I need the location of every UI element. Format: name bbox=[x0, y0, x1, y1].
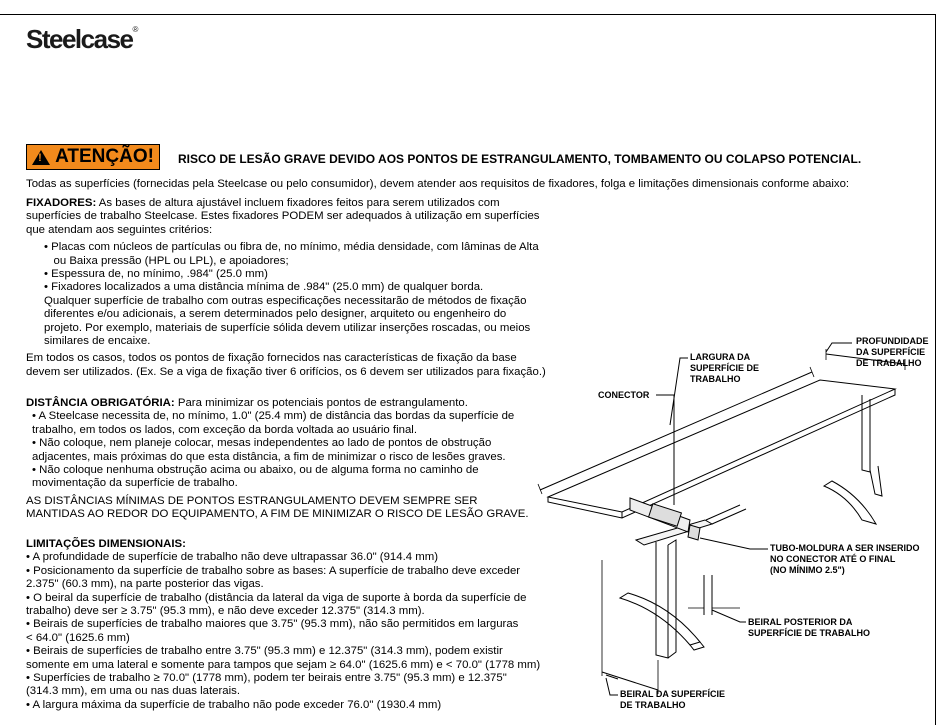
limitacoes-line: • Beirais de superfícies de trabalho entre 3.75" (95.3 mm) e 12.375" (314.3 mm), podem existir bbox=[26, 645, 503, 658]
distancia-caps: AS DISTÂNCIAS MÍNIMAS DE PONTOS ESTRANGULAMENTO DEVEM SEMPRE SER bbox=[26, 494, 478, 507]
callout-largura: LARGURA DA SUPERFÍCIE DE TRABALHO bbox=[690, 352, 760, 384]
tubo-leader bbox=[700, 538, 768, 549]
fixadores-all-cases: Em todos os casos, todos os pontos de fixação fornecidos nas características de fixação da base bbox=[26, 352, 517, 365]
fixadores-line-0: FIXADORES: As bases de altura ajustável incluem fixadores feitos para serem utilizados com bbox=[26, 197, 500, 209]
fixadores-bullet: ou Baixa pressão (HPL ou LPL), e apoiadores; bbox=[44, 254, 289, 267]
left-leg-front bbox=[656, 542, 668, 658]
fixadores-note: projeto. Por exemplo, materiais de superfície sólida devem utilizar inserções roscadas, ou meios bbox=[44, 321, 531, 334]
fixadores-line-2: que atendam aos seguintes critérios: bbox=[26, 223, 213, 236]
fixadores-note: diferentes e/ou adicionais, a serem determinados pelo designer, arquiteto ou engenheiro do bbox=[44, 308, 507, 321]
limitacoes-heading: LIMITAÇÕES DIMENSIONAIS: bbox=[26, 538, 186, 550]
fixadores-all-cases: devem ser utilizados. (Ex. Se a viga de fixação tiver 6 orifícios, os 6 devem ser utilizados para fixação.) bbox=[26, 365, 546, 378]
profundidade-leader bbox=[826, 343, 852, 352]
callout-beiral-posterior: BEIRAL POSTERIOR DA SUPERFÍCIE DE TRABALHO bbox=[748, 617, 871, 638]
distancia-caps: MANTIDAS AO REDOR DO EQUIPAMENTO, A FIM DE MINIMIZAR O RISCO DE LESÃO GRAVE. bbox=[26, 508, 529, 521]
rear-overhang-dim bbox=[704, 575, 712, 615]
steelcase-logo: Steelcase® bbox=[26, 24, 139, 54]
left-foot bbox=[620, 593, 700, 645]
intro-text: Todas as superfícies (fornecidas pela Steelcase ou pelo consumidor), devem atender aos requisitos de fixadores, folga e limitações dimensionais conforme abaixo: bbox=[26, 178, 850, 190]
limitacoes-line: • A profundidade de superfície de trabalho não deve ultrapassar 36.0" (914.4 mm) bbox=[26, 551, 439, 564]
limitacoes-line: • Beirais de superfícies de trabalho maiores que 3.75" (95.3 mm), não são permitidos em larguras bbox=[26, 618, 519, 631]
distancia-line: movimentação da superfície de trabalho. bbox=[32, 477, 238, 490]
distancia-heading: DISTÂNCIA OBRIGATÓRIA: bbox=[26, 397, 175, 409]
limitacoes-line: (314.3 mm), em uma ou nas duas laterais. bbox=[26, 685, 240, 698]
callout-profundidade: PROFUNDIDADE DA SUPERFÍCIE DE TRABALHO bbox=[856, 336, 929, 368]
callout-conector: CONECTOR bbox=[598, 390, 650, 400]
distancia-line: • Não coloque, nem planeje colocar, mesas independentes ao lado de pontos de obstrução bbox=[32, 437, 492, 450]
distancia-section: DISTÂNCIA OBRIGATÓRIA: Para minimizar os potenciais pontos de estrangulamento. • A Steelcase necessita de, no mínimo, 1.0" (25.4 mm) de distância das bordas da superfície de trabalho, em todos os lados, com exceção da borda voltada ao usuário final. • Não coloque, nem planeje colocar, mesas independentes ao lado de pontos de obstrução adjacentes, mais próximas do que esta distância, a fim de minimizar o risco de lesões graves. • Não coloque nenhuma obstrução acima ou abaixo, ou de alguma forma no caminho de movimentação da superfície de trabalho. AS DISTÂNCIAS MÍNIMAS DE PONTOS ESTRANGULAMENTO DEVEM SEMPRE SER MANTIDAS AO REDOR DO EQUIPAMENTO, A FIM DE MINIMIZAR O RISCO DE LESÃO GRAVE. bbox=[26, 397, 529, 521]
fixadores-bullet: • Fixadores localizados a uma distância mínima de .984" (25.0 mm) de qualquer borda. bbox=[44, 281, 484, 294]
right-foot bbox=[824, 481, 876, 524]
limitacoes-line: somente em uma lateral e somente para tampos que sejam ≥ 64.0" (1625.6 mm) e < 70.0" (1778 mm) bbox=[26, 658, 541, 671]
distancia-line: • Não coloque nenhuma obstrução acima ou abaixo, ou de alguma forma no caminho de bbox=[32, 464, 479, 477]
limitacoes-line: • Posicionamento da superfície de trabalho sobre as bases: A superfície de trabalho deve exceder bbox=[26, 564, 521, 577]
callout-beiral: BEIRAL DA SUPERFÍCIE DE TRABALHO bbox=[620, 689, 726, 710]
fixadores-note: Qualquer superfície de trabalho com outras especificações necessitarão de métodos de fixação bbox=[44, 294, 527, 307]
fixadores-heading: FIXADORES: bbox=[26, 197, 97, 209]
limitacoes-line: trabalho) deve ser ≥ 3.75" (95.3 mm), e não deve exceder 12.375" (314.3 mm). bbox=[26, 605, 425, 618]
callout-tubo: TUBO-MOLDURA A SER INSERIDO NO CONECTOR ATÉ O FINAL (NO MÍNIMO 2.5") bbox=[770, 543, 920, 575]
distancia-line: adjacentes, mais próximas do que esta distância, a fim de minimizar o risco de lesões graves. bbox=[32, 450, 506, 463]
limitacoes-line: • Superfícies de trabalho ≥ 70.0" (1778 mm), podem ter beirais entre 3.75" (95.3 mm) e 12.375" bbox=[26, 672, 507, 685]
distancia-line: trabalho, em todos os lados, com exceção da borda voltada ao usuário final. bbox=[32, 423, 417, 436]
distancia-line: • A Steelcase necessita de, no mínimo, 1.0" (25.4 mm) de distância das bordas da superfície de bbox=[32, 410, 515, 423]
fixadores-line-1: superfícies de trabalho Steelcase. Estes fixadores PODEM ser adequados à utilização em superfícies bbox=[26, 210, 540, 223]
limitacoes-line: • O beiral da superfície de trabalho (distância da lateral da viga de suporte à borda da superfície de bbox=[26, 591, 527, 604]
largura-leader bbox=[670, 358, 688, 425]
limitacoes-line: < 64.0" (1625.6 mm) bbox=[26, 631, 130, 644]
overhang-dim bbox=[602, 672, 658, 690]
fixadores-bullet: • Espessura de, no mínimo, .984" (25.0 mm) bbox=[44, 268, 268, 281]
limitacoes-line: 2.375" (60.3 mm), na parte posterior das vigas. bbox=[26, 578, 264, 591]
warning-title: RISCO DE LESÃO GRAVE DEVIDO AOS PONTOS DE ESTRANGULAMENTO, TOMBAMENTO OU COLAPSO POTENCIAL. bbox=[178, 152, 862, 166]
limitacoes-line: • A largura máxima da superfície de trabalho não pode exceder 76.0" (1930.4 mm) bbox=[26, 698, 442, 711]
beiral-posterior-leader bbox=[712, 610, 746, 622]
warning-badge-label: ATENÇÃO! bbox=[55, 146, 154, 167]
beiral-leader bbox=[606, 678, 618, 695]
fixadores-bullet: • Placas com núcleos de partículas ou fibra de, no mínimo, média densidade, com lâminas de Alta bbox=[44, 241, 539, 254]
fixadores-note: similares de encaixe. bbox=[44, 335, 151, 348]
